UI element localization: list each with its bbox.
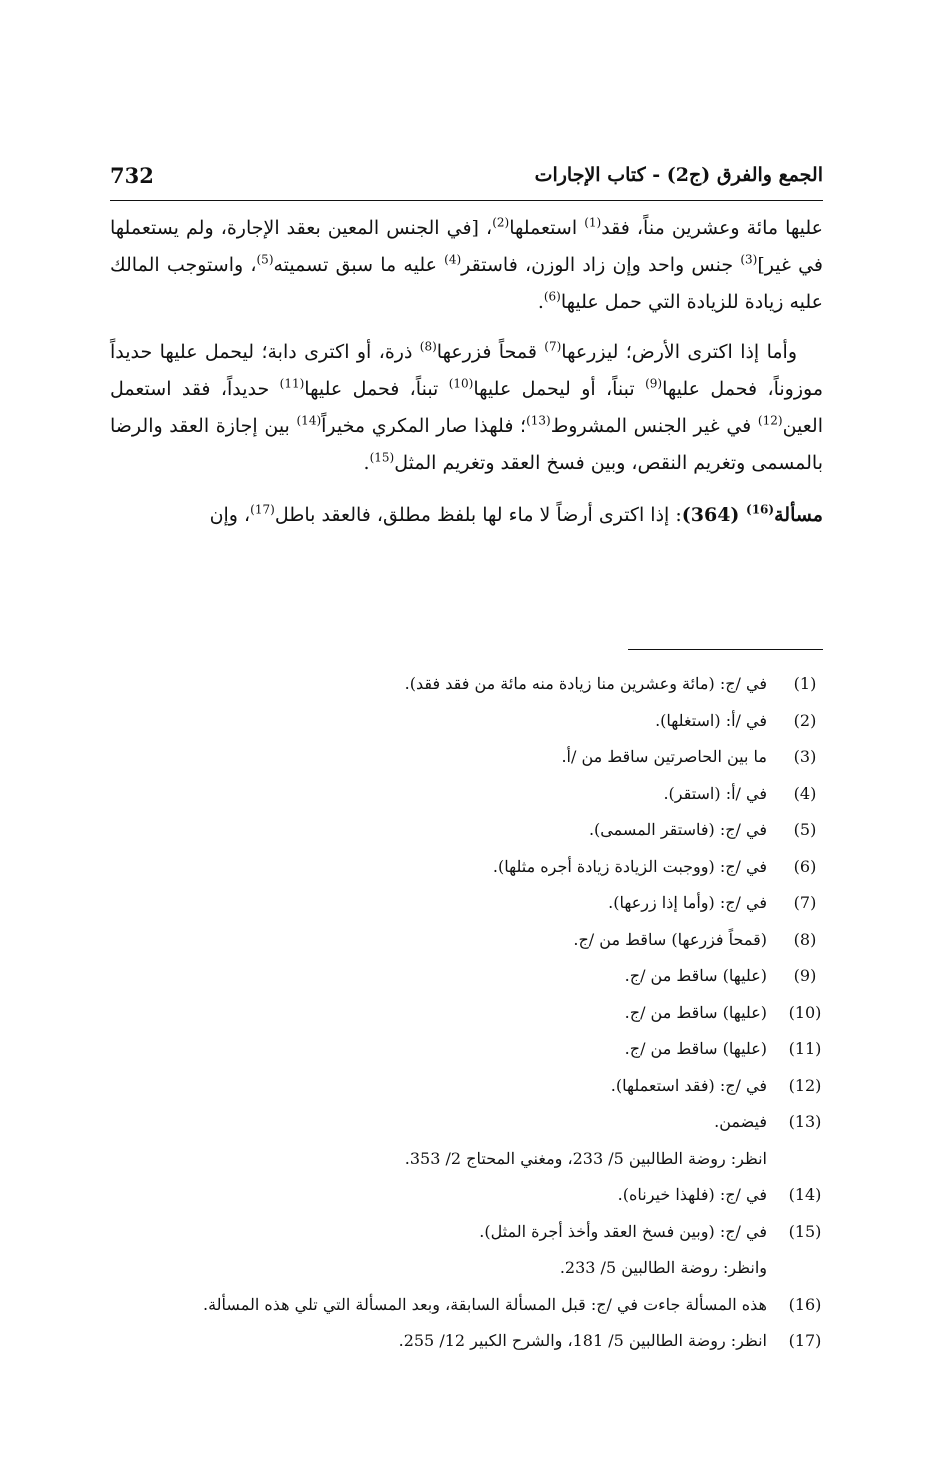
note-ref-8: (8)	[419, 339, 437, 354]
text-run: تبناً، أو ليحمل عليها	[473, 378, 646, 400]
note-ref-6: (6)	[543, 289, 561, 304]
footnote-number: (6)	[793, 856, 817, 876]
paragraph-3	[110, 497, 823, 534]
note-ref-2: (2)	[492, 215, 510, 230]
text-run: جنس واحد وإن زاد الوزن، فاستقر	[461, 254, 741, 276]
footnote-item	[110, 812, 823, 849]
text-run: عليها مائة وعشرين مناً، فقد	[601, 217, 824, 239]
footnote-number: (16)	[788, 1294, 822, 1314]
text-run: بين إجازة العقد والرضا بالمسمى وتغريم النقص، وبين فسخ العقد وتغريم المثل	[110, 415, 823, 474]
note-ref-15: (15)	[369, 450, 395, 465]
footnote-item	[110, 1287, 823, 1324]
header-rule	[110, 200, 823, 201]
footnote-text: في /ج: (فاستقر المسمى).	[588, 820, 767, 839]
note-ref-17: (17)	[250, 502, 275, 517]
footnote-number: (5)	[793, 820, 817, 839]
running-title: الجمع والفرق (ج2) - كتاب الإجارات	[534, 164, 823, 186]
footnote-item	[110, 739, 823, 776]
footnote-item	[110, 1214, 823, 1251]
issue-heading: مسألة	[774, 504, 823, 526]
issue-number: (364)	[681, 504, 747, 526]
footnote-text: في /ج: (فقد استعملها).	[610, 1075, 767, 1095]
footnote-item	[110, 1068, 823, 1105]
footnote-text: انظر: روضة الطالبين 5/ 181، والشرح الكبير 12/ 255.	[398, 1331, 767, 1350]
footnote-item	[110, 776, 823, 813]
footnote-number: (11)	[788, 1039, 822, 1058]
page-number: 732	[110, 162, 154, 188]
footnote-item	[110, 922, 823, 959]
text-run: في غير الجنس المشروط	[550, 415, 758, 437]
text-run: ، واستوجب المالك عليه زيادة للزيادة التي حمل عليها	[110, 254, 823, 313]
footnote-number: (4)	[793, 783, 817, 803]
text-run: استعملها	[509, 217, 585, 239]
footnote-number: (7)	[793, 893, 817, 912]
text-run: ؛ فلهذا صار المكري مخيراً	[321, 415, 527, 437]
footnote-text: وانظر: روضة الطالبين 5/ 233.	[559, 1258, 767, 1277]
paragraph-2	[110, 334, 823, 482]
footnote-text: في /أ: (استغلها).	[655, 710, 767, 730]
footnote-item	[110, 849, 823, 886]
footnote-continuation	[110, 1141, 823, 1178]
footnote-number: (8)	[793, 929, 817, 949]
page-header	[110, 160, 823, 190]
footnote-text: في /ج: (وبين فسخ العقد وأخذ أجرة المثل).	[479, 1221, 767, 1241]
footnote-item	[110, 1323, 823, 1360]
text-run: ، وإن	[209, 504, 251, 526]
text-run: .	[537, 291, 544, 313]
text-run: حديداً، فقد استعمل العين	[110, 378, 823, 437]
footnote-item	[110, 1104, 823, 1141]
footnote-item	[110, 995, 823, 1032]
text-run: : إذا اكترى أرضاً لا ماء لها بلفظ مطلق، فالعقد باطل	[274, 504, 682, 526]
footnote-number: (3)	[793, 747, 817, 766]
paragraph-1	[110, 210, 823, 321]
main-text	[110, 210, 823, 534]
note-ref-3: (3)	[740, 252, 758, 267]
footnote-number: (13)	[788, 1112, 822, 1131]
footnote-number: (1)	[793, 674, 817, 693]
footnote-item	[110, 666, 823, 703]
footnote-text: في /ج: (وأما إذا زرعها).	[608, 893, 767, 912]
footnote-continuation	[110, 1250, 823, 1287]
text-run: تبناً، فحمل عليها	[304, 378, 449, 400]
footnote-number: (12)	[788, 1075, 822, 1095]
footnotes	[110, 666, 823, 1360]
footnote-text: في /ج: (فلهذا خيرناه).	[617, 1185, 767, 1204]
text-run: ، [في الجنس المعين بعقد الإجارة، ولم يستعملها في غير]	[110, 217, 823, 276]
note-ref-9: (9)	[645, 376, 663, 391]
footnote-number: (2)	[793, 710, 817, 730]
footnote-number: (17)	[788, 1331, 822, 1350]
footnote-text: انظر: روضة الطالبين 5/ 233، ومغني المحتاج 2/ 353.	[404, 1148, 767, 1168]
footnote-text: (عليها) ساقط من /ج.	[624, 1039, 767, 1058]
note-ref-7: (7)	[544, 339, 562, 354]
text-run: عليه ما سبق تسميته	[273, 254, 445, 276]
footnote-text: (قمحاً فزرعها) ساقط من /ج.	[573, 929, 767, 949]
footnote-text: في /ج: (ووجبت الزيادة زيادة أجره مثلها).	[492, 856, 767, 876]
footnote-text: في /أ: (استقر).	[663, 783, 767, 803]
footnote-item	[110, 958, 823, 995]
footnote-item	[110, 1177, 823, 1214]
footnote-item	[110, 1031, 823, 1068]
note-ref-13: (13)	[526, 413, 551, 428]
footnote-item	[110, 703, 823, 740]
footnote-text: فيضمن.	[714, 1112, 767, 1131]
footnote-text: في /ج: (مائة وعشرين منا زيادة منه مائة من فقد فقد).	[404, 674, 767, 693]
footnote-rule	[628, 649, 823, 650]
text-run: وأما إذا اكترى الأرض؛ ليزرعها	[561, 341, 798, 363]
footnote-number: (9)	[793, 966, 817, 985]
text-run: قمحاً فزرعها	[436, 341, 545, 363]
note-ref-11: (11)	[279, 376, 305, 391]
note-ref-4: (4)	[444, 252, 462, 267]
text-run: .	[363, 452, 370, 474]
note-ref-14: (14)	[296, 413, 322, 428]
footnote-text: (عليها) ساقط من /ج.	[624, 966, 767, 985]
note-ref-10: (10)	[448, 376, 474, 391]
footnote-text: (عليها) ساقط من /ج.	[624, 1002, 767, 1022]
note-ref-5: (5)	[256, 252, 274, 267]
footnote-number: (14)	[788, 1185, 822, 1204]
note-ref-16: (16)	[746, 502, 775, 517]
footnote-text: ما بين الحاصرتين ساقط من /أ.	[561, 747, 767, 766]
footnote-text: هذه المسألة جاءت في /ج: قبل المسألة السابقة، وبعد المسألة التي تلي هذه المسألة.	[203, 1294, 767, 1314]
note-ref-12: (12)	[757, 413, 783, 428]
footnote-number: (15)	[788, 1221, 822, 1241]
footnote-number: (10)	[788, 1002, 822, 1022]
text-run: ذرة، أو اكترى دابة؛ ليحمل عليها حديداً موزوناً، فحمل عليها	[110, 341, 824, 400]
note-ref-1: (1)	[584, 215, 602, 230]
footnote-item	[110, 885, 823, 922]
